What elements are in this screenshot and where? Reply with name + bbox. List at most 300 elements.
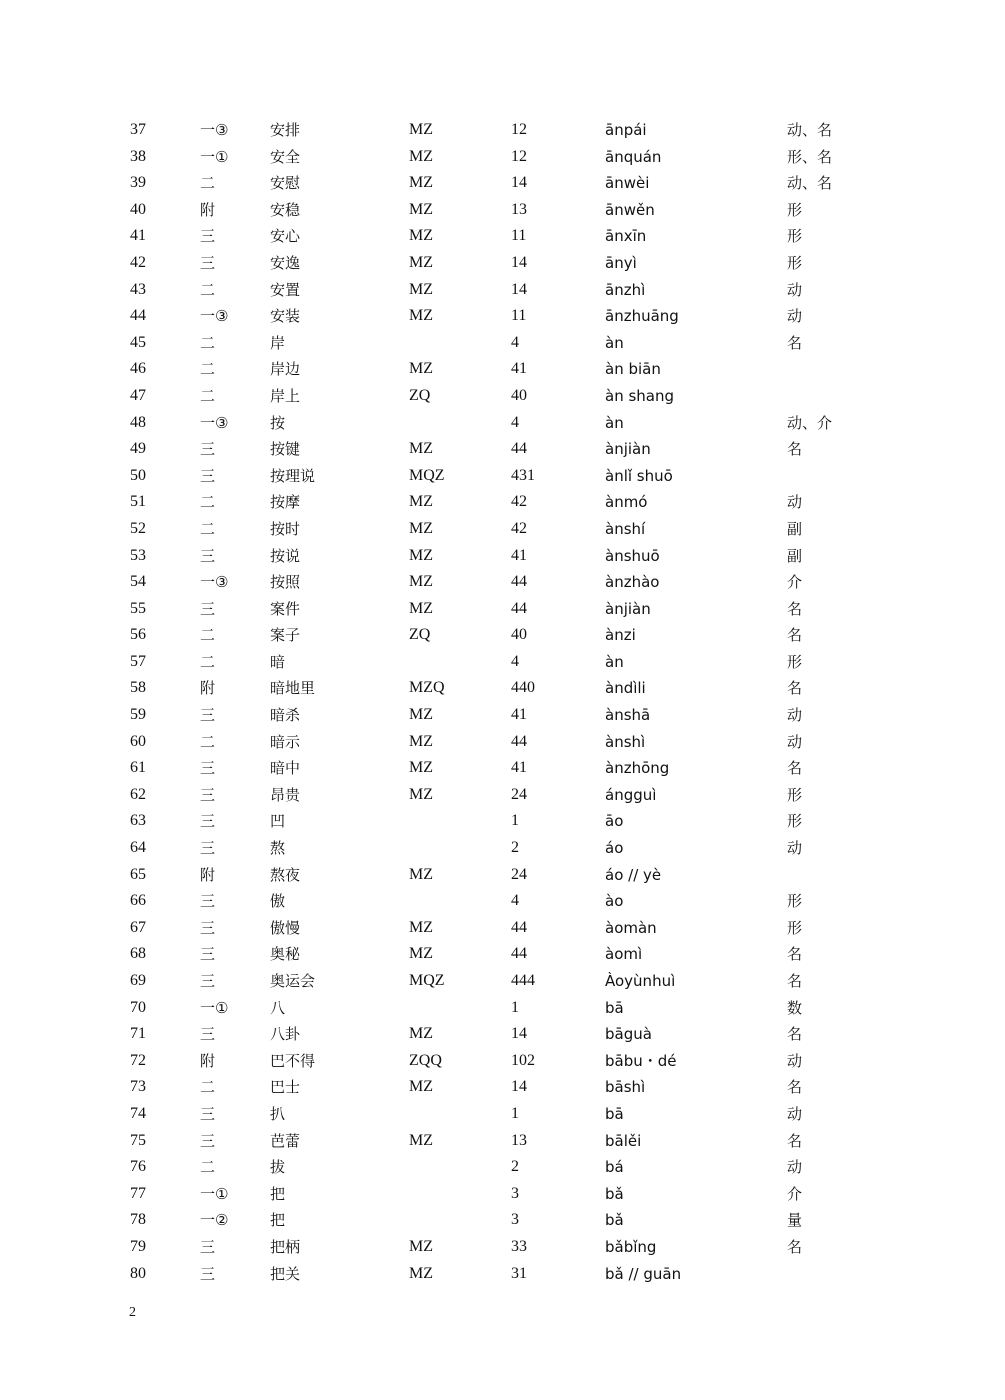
entry-pattern: ZQQ: [409, 1051, 442, 1069]
entry-tone: 24: [511, 865, 527, 883]
entry-part-of-speech: 动、名: [787, 174, 833, 193]
entry-pinyin: áo: [605, 839, 624, 858]
entry-word: 安装: [270, 307, 301, 326]
table-row: [0, 223, 1005, 250]
entry-number: 68: [130, 945, 146, 963]
entry-pinyin: ānzhuāng: [605, 307, 679, 326]
entry-part-of-speech: 动: [787, 1158, 803, 1177]
entry-level: 一③: [200, 121, 229, 139]
entry-pinyin: bāshì: [605, 1078, 646, 1097]
entry-word: 岸边: [270, 360, 301, 379]
entry-tone: 44: [511, 599, 527, 617]
entry-level: 三: [200, 466, 216, 485]
entry-level: 二: [200, 1078, 216, 1097]
entry-part-of-speech: 名: [787, 333, 803, 352]
table-row: [0, 383, 1005, 410]
entry-number: 71: [130, 1025, 146, 1043]
entry-word: 按说: [270, 546, 301, 565]
entry-part-of-speech: 形: [787, 812, 803, 831]
entry-part-of-speech: 形: [787, 918, 803, 937]
entry-pattern: MZ: [409, 307, 433, 325]
entry-tone: 13: [511, 1131, 527, 1149]
entry-part-of-speech: 介: [787, 573, 803, 592]
entry-level: 二: [200, 174, 216, 193]
table-row: [0, 1207, 1005, 1234]
entry-pattern: MZ: [409, 280, 433, 298]
entry-level: 三: [200, 812, 216, 831]
entry-pinyin: ānxīn: [605, 227, 647, 246]
entry-tone: 24: [511, 785, 527, 803]
entry-pinyin: ànmó: [605, 493, 648, 512]
entry-pattern: MZ: [409, 573, 433, 591]
entry-level: 二: [200, 360, 216, 379]
entry-pinyin: bǎ: [605, 1184, 624, 1203]
entry-word: 按键: [270, 440, 301, 459]
entry-pattern: MZQ: [409, 679, 445, 697]
entry-part-of-speech: 形: [787, 892, 803, 911]
entry-tone: 44: [511, 918, 527, 936]
table-row: [0, 516, 1005, 543]
entry-number: 66: [130, 892, 146, 910]
page-number: 2: [129, 1305, 136, 1320]
entry-part-of-speech: 名: [787, 972, 803, 990]
entry-word: 岸上: [270, 386, 301, 405]
entry-part-of-speech: 数: [787, 998, 803, 1017]
entry-pinyin: ānwěn: [605, 200, 655, 219]
entry-tone: 444: [511, 972, 535, 989]
entry-pattern: MZ: [409, 360, 433, 378]
entry-pinyin: ào: [605, 892, 624, 911]
entry-number: 54: [130, 573, 146, 591]
entry-tone: 42: [511, 493, 527, 511]
entry-part-of-speech: 名: [787, 1237, 803, 1256]
entry-part-of-speech: 动: [787, 1104, 803, 1123]
entry-level: 三: [200, 1237, 216, 1256]
entry-level: 二: [200, 652, 216, 671]
table-row: [0, 170, 1005, 197]
entry-number: 58: [130, 679, 146, 697]
entry-pinyin: àomì: [605, 945, 643, 964]
entry-tone: 11: [511, 307, 527, 325]
entry-part-of-speech: 名: [787, 679, 803, 698]
entry-pinyin: ànshí: [605, 519, 646, 538]
entry-number: 40: [130, 200, 146, 218]
table-row: [0, 941, 1005, 968]
entry-pattern: ZQ: [409, 626, 431, 644]
entry-pattern: MZ: [409, 493, 433, 511]
entry-level: 三: [200, 1104, 216, 1123]
entry-part-of-speech: 名: [787, 1078, 803, 1097]
entry-part-of-speech: 动: [787, 732, 803, 751]
table-row: [0, 729, 1005, 756]
entry-number: 57: [130, 652, 146, 670]
entry-level: 一③: [200, 413, 229, 432]
table-row: [0, 197, 1005, 224]
entry-pinyin: ànzhōng: [605, 759, 670, 778]
table-row: [0, 915, 1005, 942]
entry-part-of-speech: 名: [787, 626, 803, 645]
table-row: [0, 622, 1005, 649]
entry-number: 70: [130, 998, 146, 1016]
entry-level: 三: [200, 1025, 216, 1044]
entry-pinyin: ānzhì: [605, 280, 646, 299]
entry-number: 78: [130, 1211, 146, 1229]
entry-level: 三: [200, 1264, 216, 1283]
entry-pattern: MZ: [409, 918, 433, 936]
entry-word: 巴士: [270, 1078, 301, 1097]
entry-word: 案件: [270, 599, 301, 618]
table-row: [0, 356, 1005, 383]
entry-number: 62: [130, 785, 146, 803]
entry-part-of-speech: 动: [787, 307, 803, 326]
entry-tone: 41: [511, 759, 527, 777]
entry-pattern: MQZ: [409, 972, 445, 989]
entry-word: 熬: [270, 839, 286, 858]
entry-part-of-speech: 副: [787, 519, 803, 538]
entry-tone: 431: [511, 466, 535, 484]
entry-word: 把: [270, 1184, 286, 1203]
entry-pinyin: Àoyùnhuì: [605, 972, 676, 990]
entry-word: 按时: [270, 519, 301, 538]
entry-tone: 3: [511, 1211, 519, 1229]
entry-word: 安稳: [270, 200, 301, 219]
entry-word: 安逸: [270, 253, 301, 272]
entry-number: 60: [130, 732, 146, 750]
table-row: [0, 1074, 1005, 1101]
entry-part-of-speech: 动、名: [787, 121, 833, 139]
entry-pinyin: bǎ // guān: [605, 1264, 682, 1283]
entry-level: 一①: [200, 147, 229, 166]
entry-pinyin: ānpái: [605, 121, 647, 139]
entry-pattern: MZ: [409, 1237, 433, 1255]
entry-part-of-speech: 名: [787, 440, 803, 459]
entry-tone: 14: [511, 1025, 527, 1043]
entry-number: 38: [130, 147, 146, 165]
entry-tone: 11: [511, 227, 527, 245]
entry-part-of-speech: 动: [787, 493, 803, 512]
entry-tone: 14: [511, 174, 527, 192]
entry-pinyin: ànshuō: [605, 546, 660, 565]
entry-number: 69: [130, 972, 146, 989]
entry-level: 二: [200, 1158, 216, 1177]
entry-word: 按: [270, 413, 286, 432]
entry-word: 巴不得: [270, 1051, 316, 1070]
entry-tone: 44: [511, 573, 527, 591]
entry-tone: 41: [511, 706, 527, 724]
entry-part-of-speech: 名: [787, 1025, 803, 1044]
entry-level: 三: [200, 1131, 216, 1150]
entry-pattern: MZ: [409, 599, 433, 617]
entry-number: 61: [130, 759, 146, 777]
entry-part-of-speech: 量: [787, 1211, 803, 1230]
entry-number: 73: [130, 1078, 146, 1096]
entry-pinyin: àomàn: [605, 918, 657, 937]
entry-pinyin: àn shang: [605, 386, 675, 405]
table-row: [0, 1021, 1005, 1048]
entry-pinyin: àn: [605, 413, 624, 432]
entry-level: 附: [200, 865, 216, 884]
entry-pinyin: ānyì: [605, 253, 637, 272]
table-row: [0, 543, 1005, 570]
entry-part-of-speech: 名: [787, 1131, 803, 1150]
entry-number: 49: [130, 440, 146, 458]
entry-level: 附: [200, 679, 216, 698]
entry-pattern: MZ: [409, 546, 433, 564]
entry-pattern: MZ: [409, 174, 433, 192]
entry-tone: 31: [511, 1264, 527, 1282]
entry-word: 案子: [270, 626, 301, 645]
entry-level: 三: [200, 759, 216, 778]
entry-tone: 440: [511, 679, 535, 697]
table-row: [0, 117, 1005, 144]
entry-word: 把柄: [270, 1237, 301, 1256]
entry-number: 51: [130, 493, 146, 511]
entry-pattern: MZ: [409, 945, 433, 963]
entry-pinyin: ànjiàn: [605, 599, 651, 618]
table-row: [0, 1048, 1005, 1075]
entry-tone: 4: [511, 333, 519, 351]
entry-word: 奥秘: [270, 945, 301, 964]
entry-part-of-speech: 动: [787, 839, 803, 858]
entry-part-of-speech: 动: [787, 1051, 803, 1070]
entry-number: 37: [130, 121, 146, 138]
entry-pattern: MZ: [409, 785, 433, 803]
entry-word: 岸: [270, 333, 286, 352]
entry-number: 50: [130, 466, 146, 484]
entry-part-of-speech: 形: [787, 227, 803, 246]
entry-tone: 4: [511, 652, 519, 670]
entry-word: 安慰: [270, 174, 301, 193]
table-row: [0, 675, 1005, 702]
entry-pattern: MZ: [409, 1025, 433, 1043]
table-row: [0, 835, 1005, 862]
entry-level: 二: [200, 626, 216, 645]
entry-number: 46: [130, 360, 146, 378]
entry-tone: 14: [511, 253, 527, 271]
entry-word: 八: [270, 998, 286, 1017]
entry-tone: 1: [511, 812, 519, 830]
entry-pattern: MZ: [409, 865, 433, 883]
entry-tone: 33: [511, 1237, 527, 1255]
table-row: [0, 463, 1005, 490]
table-row: [0, 888, 1005, 915]
entry-number: 39: [130, 174, 146, 192]
vocabulary-table: [0, 117, 1005, 1287]
entry-pattern: MZ: [409, 227, 433, 245]
entry-level: 二: [200, 333, 216, 352]
entry-pattern: ZQ: [409, 386, 431, 404]
entry-pinyin: ángguì: [605, 785, 657, 804]
entry-word: 安置: [270, 280, 301, 299]
entry-number: 43: [130, 280, 146, 298]
entry-tone: 41: [511, 546, 527, 564]
entry-number: 56: [130, 626, 146, 644]
entry-number: 53: [130, 546, 146, 564]
entry-part-of-speech: 名: [787, 759, 803, 778]
entry-tone: 3: [511, 1184, 519, 1202]
entry-level: 二: [200, 280, 216, 299]
entry-tone: 13: [511, 200, 527, 218]
entry-word: 把: [270, 1211, 286, 1230]
entry-word: 奥运会: [270, 972, 316, 990]
entry-number: 65: [130, 865, 146, 883]
entry-word: 安排: [270, 121, 301, 139]
table-row: [0, 995, 1005, 1022]
entry-part-of-speech: 形: [787, 253, 803, 272]
entry-part-of-speech: 名: [787, 945, 803, 964]
entry-number: 45: [130, 333, 146, 351]
entry-pinyin: bālěi: [605, 1131, 642, 1150]
table-row: [0, 569, 1005, 596]
entry-number: 75: [130, 1131, 146, 1149]
entry-pinyin: ànzhào: [605, 573, 660, 592]
entry-part-of-speech: 介: [787, 1184, 803, 1203]
entry-part-of-speech: 名: [787, 599, 803, 618]
entry-pinyin: ànlǐ shuō: [605, 466, 673, 485]
entry-number: 76: [130, 1158, 146, 1176]
entry-level: 一③: [200, 573, 229, 592]
entry-word: 把关: [270, 1264, 301, 1283]
entry-number: 59: [130, 706, 146, 724]
entry-pinyin: ànshā: [605, 706, 651, 725]
entry-pattern: MZ: [409, 706, 433, 724]
entry-number: 67: [130, 918, 146, 936]
entry-tone: 14: [511, 280, 527, 298]
entry-level: 三: [200, 785, 216, 804]
entry-word: 傲: [270, 892, 286, 911]
entry-part-of-speech: 副: [787, 546, 803, 565]
entry-word: 按理说: [270, 466, 316, 485]
table-row: [0, 1261, 1005, 1288]
entry-pinyin: àn: [605, 652, 624, 671]
table-row: [0, 862, 1005, 889]
entry-tone: 14: [511, 1078, 527, 1096]
entry-tone: 4: [511, 413, 519, 431]
entry-number: 64: [130, 839, 146, 857]
entry-part-of-speech: 形、名: [787, 147, 833, 166]
entry-pinyin: bā: [605, 998, 624, 1017]
entry-number: 48: [130, 413, 146, 431]
entry-pinyin: bǎbǐng: [605, 1237, 657, 1256]
table-row: [0, 596, 1005, 623]
table-row: [0, 1154, 1005, 1181]
entry-level: 附: [200, 1051, 216, 1070]
entry-word: 按照: [270, 573, 301, 592]
entry-pinyin: bǎ: [605, 1211, 624, 1230]
entry-number: 44: [130, 307, 146, 325]
entry-number: 41: [130, 227, 146, 245]
entry-pattern: MZ: [409, 732, 433, 750]
table-row: [0, 702, 1005, 729]
entry-pinyin: bá: [605, 1158, 624, 1177]
entry-tone: 42: [511, 519, 527, 537]
entry-number: 47: [130, 386, 146, 404]
entry-level: 三: [200, 972, 216, 990]
entry-pinyin: āo: [605, 812, 624, 831]
entry-pattern: MZ: [409, 121, 433, 138]
entry-pattern: MZ: [409, 519, 433, 537]
entry-word: 暗中: [270, 759, 301, 778]
entry-pinyin: áo // yè: [605, 865, 662, 884]
entry-tone: 44: [511, 732, 527, 750]
entry-number: 42: [130, 253, 146, 271]
table-row: [0, 330, 1005, 357]
entry-tone: 1: [511, 998, 519, 1016]
table-row: [0, 1234, 1005, 1261]
entry-level: 附: [200, 200, 216, 219]
entry-pinyin: ànzi: [605, 626, 636, 645]
entry-level: 一①: [200, 1184, 229, 1203]
entry-tone: 12: [511, 147, 527, 165]
entry-level: 三: [200, 839, 216, 858]
entry-level: 三: [200, 599, 216, 618]
table-row: [0, 1128, 1005, 1155]
entry-pinyin: ànjiàn: [605, 440, 651, 459]
entry-level: 二: [200, 493, 216, 512]
entry-number: 79: [130, 1237, 146, 1255]
entry-word: 熬夜: [270, 865, 301, 884]
entry-tone: 102: [511, 1051, 535, 1069]
entry-tone: 44: [511, 945, 527, 963]
entry-tone: 2: [511, 839, 519, 857]
entry-number: 74: [130, 1104, 146, 1122]
entry-pinyin: bāguà: [605, 1025, 652, 1044]
entry-part-of-speech: 形: [787, 785, 803, 804]
entry-level: 三: [200, 227, 216, 246]
entry-pinyin: ānquán: [605, 147, 662, 166]
entry-level: 二: [200, 732, 216, 751]
entry-part-of-speech: 动: [787, 280, 803, 299]
entry-pattern: MZ: [409, 1078, 433, 1096]
entry-tone: 4: [511, 892, 519, 910]
entry-word: 暗: [270, 652, 286, 671]
entry-pinyin: ànshì: [605, 732, 646, 751]
entry-pinyin: àndìli: [605, 679, 646, 698]
table-row: [0, 755, 1005, 782]
table-row: [0, 277, 1005, 304]
entry-word: 傲慢: [270, 918, 301, 937]
entry-pinyin: ānwèi: [605, 174, 650, 193]
entry-word: 暗杀: [270, 706, 301, 725]
table-row: [0, 1181, 1005, 1208]
entry-level: 二: [200, 519, 216, 538]
entry-pattern: MZ: [409, 253, 433, 271]
entry-level: 三: [200, 892, 216, 911]
table-row: [0, 144, 1005, 171]
entry-pattern: MZ: [409, 1264, 433, 1282]
entry-level: 三: [200, 945, 216, 964]
table-row: [0, 968, 1005, 995]
entry-word: 暗地里: [270, 679, 316, 698]
table-row: [0, 410, 1005, 437]
entry-tone: 1: [511, 1104, 519, 1122]
table-row: [0, 649, 1005, 676]
entry-pinyin: àn: [605, 333, 624, 352]
entry-tone: 2: [511, 1158, 519, 1176]
entry-number: 77: [130, 1184, 146, 1202]
entry-level: 三: [200, 253, 216, 272]
entry-tone: 44: [511, 440, 527, 458]
entry-level: 二: [200, 386, 216, 405]
table-row: [0, 782, 1005, 809]
entry-pattern: MZ: [409, 759, 433, 777]
entry-pattern: MZ: [409, 147, 433, 165]
entry-number: 63: [130, 812, 146, 830]
entry-pattern: MZ: [409, 200, 433, 218]
entry-part-of-speech: 动、介: [787, 413, 833, 432]
entry-word: 芭蕾: [270, 1131, 301, 1150]
entry-part-of-speech: 动: [787, 706, 803, 725]
